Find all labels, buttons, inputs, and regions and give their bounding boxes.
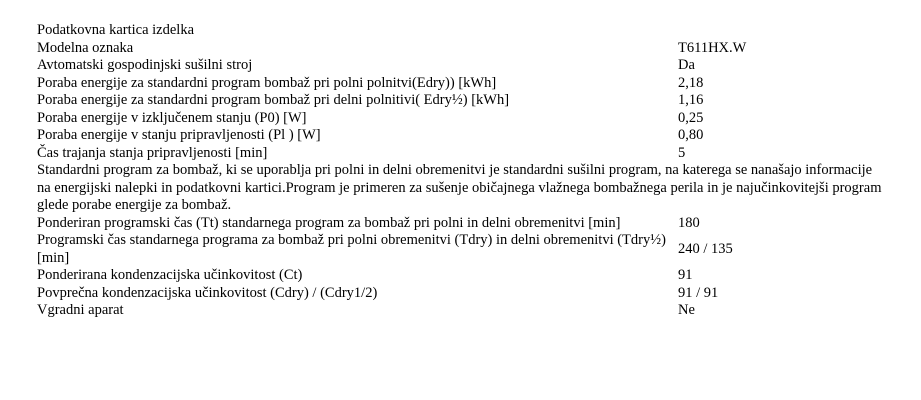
row-automatic-dryer — [37, 57, 887, 75]
row-left-on-duration — [37, 145, 887, 163]
row-value: 91 / 91 — [678, 284, 719, 301]
row-weighted-program-time — [37, 215, 887, 233]
row-value: 0,25 — [678, 109, 704, 126]
row-value: 91 — [678, 267, 693, 283]
row-label: Ponderirana kondenzacijska učinkovitost (Ct) — [37, 267, 303, 283]
row-energy-partial-load — [37, 92, 887, 110]
row-value: 2,18 — [678, 74, 704, 91]
row-label: Modelna oznaka — [37, 39, 134, 56]
row-value: T611HX.W — [678, 39, 747, 56]
row-value: Ne — [678, 302, 695, 318]
row-label: Ponderiran programski čas (Tt) standarnega program za bombaž pri polni in delni obremenitvi [min] — [37, 214, 621, 231]
row-value: 1,16 — [678, 92, 704, 108]
row-left-on-power — [37, 127, 887, 145]
row-value: 5 — [678, 144, 686, 161]
row-average-condensation-efficiency — [37, 285, 887, 303]
row-label: Poraba energije v izključenem stanju (P0) [W] — [37, 109, 307, 126]
row-off-mode-power — [37, 110, 887, 128]
row-label: Poraba energije za standardni program bombaž pri delni polnitivi( Edry½) [kWh] — [37, 92, 510, 108]
row-model — [37, 40, 887, 58]
row-weighted-condensation-efficiency — [37, 267, 887, 285]
row-value: 240 / 135 — [678, 240, 733, 257]
standard-program-note: Standardni program za bombaž, ki se uporablja pri polni in delni obremenitvi je standardni sušilni program, na katerega se nanašajo informacije na energijski nalepki in podatkovni kartici.Program je primeren za sušenje običajnega vlažnega bombažnega perila in je najučinkovitejši program glede porabe energije za bombaž. — [37, 162, 882, 213]
row-energy-full-load — [37, 75, 887, 93]
row-label: Poraba energije v stanju pripravljenosti (Pl ) [W] — [37, 127, 321, 143]
row-value: Da — [678, 57, 695, 73]
row-label: Povprečna kondenzacijska učinkovitost (Cdry) / (Cdry1/2) — [37, 284, 378, 301]
row-value: 0,80 — [678, 127, 704, 143]
row-program-time — [37, 232, 887, 267]
row-label: Avtomatski gospodinjski sušilni stroj — [37, 57, 253, 73]
row-label: Programski čas standarnega programa za bombaž pri polni obremenitvi (Tdry) in delni obremenitvi (Tdry½) [min] — [37, 232, 666, 266]
row-label: Poraba energije za standardni program bombaž pri polni polnitvi(Edry)) [kWh] — [37, 74, 497, 91]
product-data-sheet — [37, 22, 887, 320]
row-label: Čas trajanja stanja pripravljenosti [min] — [37, 144, 268, 161]
sheet-title: Podatkovna kartica izdelka — [37, 22, 195, 38]
row-built-in — [37, 302, 887, 320]
row-label: Vgradni aparat — [37, 302, 124, 318]
row-value: 180 — [678, 214, 700, 231]
